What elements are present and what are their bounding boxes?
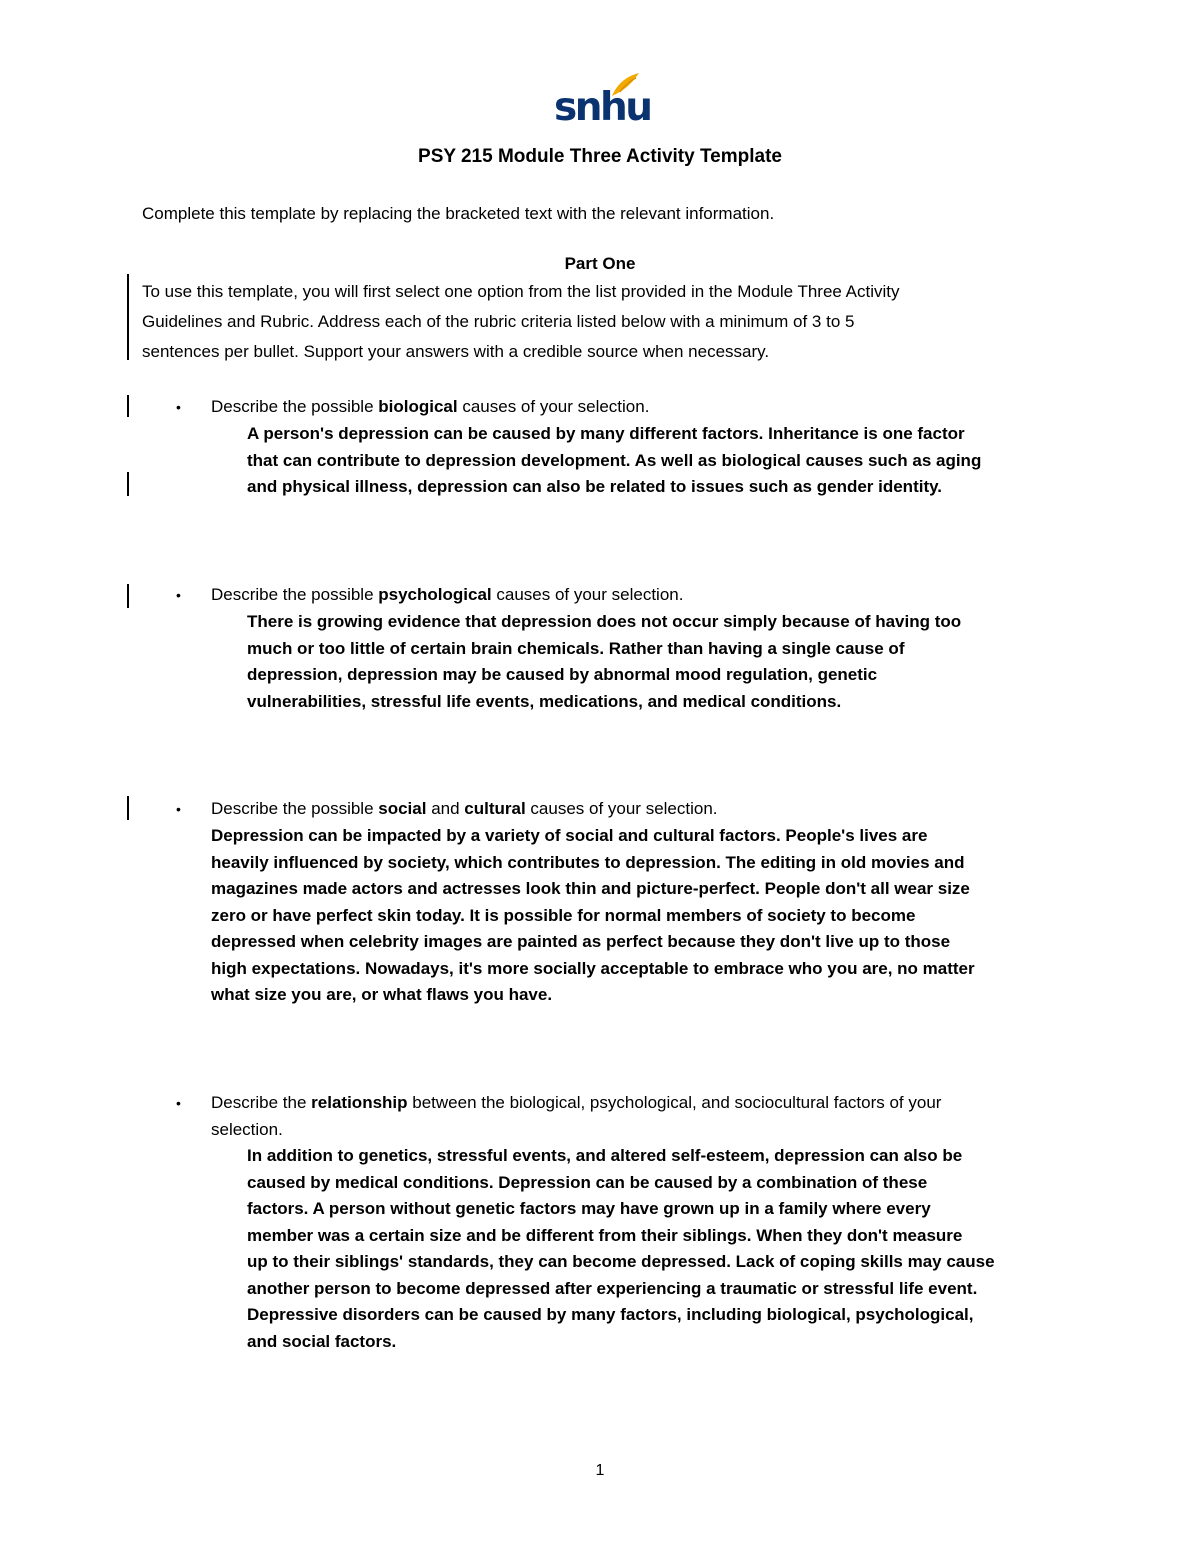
answer-line: another person to become depressed after experiencing a traumatic or stressful life event.: [247, 1278, 978, 1298]
answer-line: A person's depression can be caused by many different factors. Inheritance is one factor: [247, 424, 965, 443]
answer-line: what size you are, or what flaws you have.: [211, 985, 553, 1004]
answer-line: depression, depression may be caused by abnormal mood regulation, genetic: [247, 665, 878, 684]
bullet-icon: •: [176, 587, 181, 603]
snhu-logo: [554, 72, 651, 134]
answer-line: Depression can be impacted by a variety of social and cultural factors. People's lives are: [211, 826, 928, 845]
logo-wordmark: snhu: [554, 85, 651, 130]
instruction-text: Complete this template by replacing the bracketed text with the relevant information.: [142, 204, 775, 223]
answer-line: In addition to genetics, stressful events, and altered self-esteem, depression can also be: [247, 1146, 963, 1165]
answer-line: high expectations. Nowadays, it's more socially acceptable to embrace who you are, no matter: [211, 958, 975, 978]
change-bar: [127, 395, 129, 417]
answer-line: Depressive disorders can be caused by many factors, including biological, psychological,: [247, 1305, 974, 1324]
change-bar: [127, 584, 129, 608]
bullet-icon: •: [176, 1095, 181, 1111]
answer-line: There is growing evidence that depression does not occur simply because of having too: [247, 612, 962, 631]
intro-line: Guidelines and Rubric. Address each of the rubric criteria listed below with a minimum of 3 to 5: [142, 312, 855, 331]
bullet-prompt: Describe the possible biological causes of your selection.: [211, 397, 650, 416]
answer-line: factors. A person without genetic factors may have grown up in a family where every: [247, 1199, 931, 1218]
change-bar: [127, 796, 129, 820]
change-bar: [127, 472, 129, 496]
answer-line: heavily influenced by society, which contributes to depression. The editing in old movies and: [211, 852, 965, 872]
bullet-prompt: Describe the possible psychological causes of your selection.: [211, 585, 684, 604]
part-one-intro: [142, 277, 1062, 367]
intro-line: To use this template, you will first select one option from the list provided in the Module Three Activity: [142, 282, 900, 301]
answer-line: caused by medical conditions. Depression can be caused by a combination of these: [247, 1172, 928, 1192]
answer-psychological: [247, 609, 961, 715]
bullet-icon: •: [176, 801, 181, 817]
answer-line: magazines made actors and actresses look thin and picture-perfect. People don't all wear size: [211, 879, 970, 898]
answer-line: and physical illness, depression can also be related to issues such as gender identity.: [247, 477, 943, 496]
answer-line: up to their siblings' standards, they can become depressed. Lack of coping skills may cause: [247, 1252, 995, 1271]
page-number: 1: [595, 1462, 605, 1479]
answer-line: zero or have perfect skin today. It is possible for normal members of society to become: [211, 905, 916, 925]
part-one-heading: Part One: [564, 254, 636, 273]
answer-social-cultural: [211, 823, 975, 1009]
answer-line: depressed when celebrity images are painted as perfect because they don't live up to those: [211, 932, 951, 951]
answer-line: and social factors.: [247, 1331, 397, 1351]
page-title: PSY 215 Module Three Activity Template: [418, 146, 782, 167]
change-bar: [127, 274, 129, 360]
bullet-prompt: Describe the possible social and cultural causes of your selection.: [211, 799, 718, 818]
answer-line: that can contribute to depression development. As well as biological causes such as aging: [247, 450, 982, 470]
answer-biological: [247, 421, 981, 501]
intro-line: sentences per bullet. Support your answers with a credible source when necessary.: [142, 342, 770, 361]
answer-line: vulnerabilities, stressful life events, medications, and medical conditions.: [247, 691, 842, 711]
answer-relationship: [247, 1143, 995, 1355]
answer-line: member was a certain size and be different from their siblings. When they don't measure: [247, 1225, 963, 1245]
bullet-icon: •: [176, 399, 181, 415]
bullet-prompt: Describe the relationship between the biological, psychological, and sociocultural factors of your selection.: [211, 1093, 942, 1139]
answer-line: much or too little of certain brain chemicals. Rather than having a single cause of: [247, 638, 905, 658]
